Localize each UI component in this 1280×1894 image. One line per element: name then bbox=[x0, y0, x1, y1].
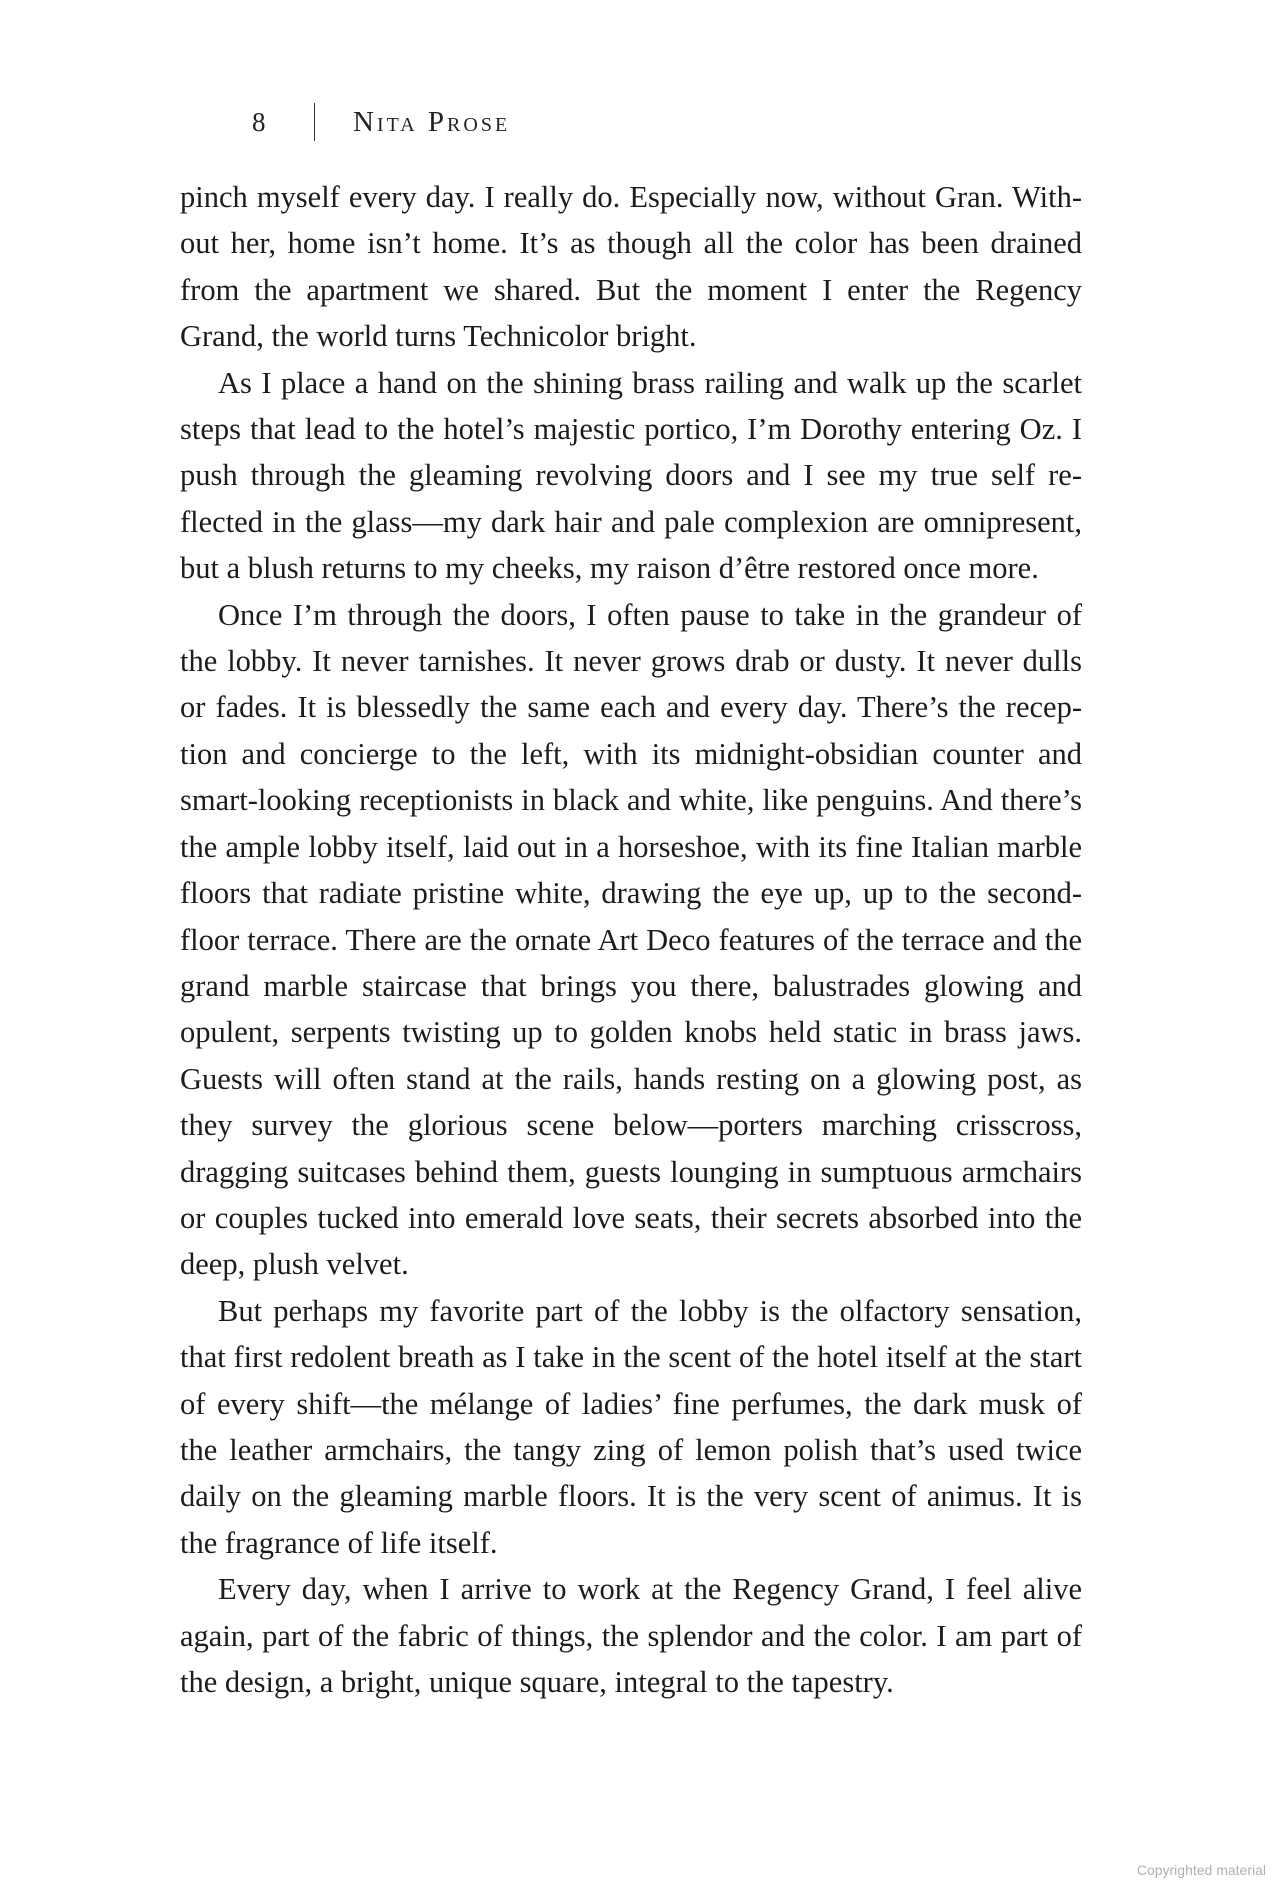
author-name: Nita Prose bbox=[353, 105, 511, 138]
paragraph-4: But perhaps my favorite part of the lobby is the olfactory sensation, that first redolent breath as I take in the scent of the hotel itself at the start of every shift—the mélange of ladies’ fine perfumes, the dark musk of the leather armchairs, the tangy zing of lemon polish that’s used twice daily on the gleaming marble floors. It is the very scent of animus. It is the fragrance of life itself. bbox=[180, 1293, 1082, 1560]
running-head bbox=[252, 102, 510, 142]
copyright-note: Copyrighted material bbox=[1136, 1862, 1266, 1878]
page-number: 8 bbox=[252, 106, 266, 137]
header-divider bbox=[314, 103, 315, 141]
paragraph-2: As I place a hand on the shining brass railing and walk up the scarlet steps that lead to the hotel’s majestic portico, I’m Dorothy entering Oz. I push through the gleaming revolving doors and I see my true self reflected in the glass—my dark hair and pale complexion are omnipresent, but a blush returns to my cheeks, my raison d’être restored once more. bbox=[180, 365, 1082, 586]
body-text bbox=[180, 174, 1082, 1705]
paragraph-5: Every day, when I arrive to work at the Regency Grand, I feel alive again, part of the fabric of things, the splendor and the color. I am part of the design, a bright, unique square, integral to the tapestry. bbox=[180, 1572, 1082, 1699]
paragraph-3: Once I’m through the doors, I often pause to take in the grandeur of the lobby. It never tarnishes. It never grows drab or dusty. It never dulls or fades. It is blessedly the same each and every day. There’s the reception and concierge to the left, with its midnight-obsidian counter and smart-looking receptionists in black and white, like penguins. And there’s the ample lobby itself, laid out in a horseshoe, with its fine Italian marble floors that radiate pristine white, drawing the eye up, up to the second-floor terrace. There are the ornate Art Deco features of the terrace and the grand marble staircase that brings you there, balustrades glowing and opulent, serpents twisting up to golden knobs held static in brass jaws. Guests will often stand at the rails, hands resting on a glowing post, as they survey the glorious scene below—porters marching crisscross, dragging suitcases behind them, guests lounging in sumptuous armchairs or couples tucked into emerald love seats, their secrets absorbed into the deep, plush velvet. bbox=[180, 597, 1082, 1282]
paragraph-1: pinch myself every day. I really do. Especially now, without Gran. Without her, home isn’t home. It’s as though all the color has been drained from the apartment we shared. But the moment I enter the Regency Grand, the world turns Technicolor bright. bbox=[180, 180, 1082, 354]
